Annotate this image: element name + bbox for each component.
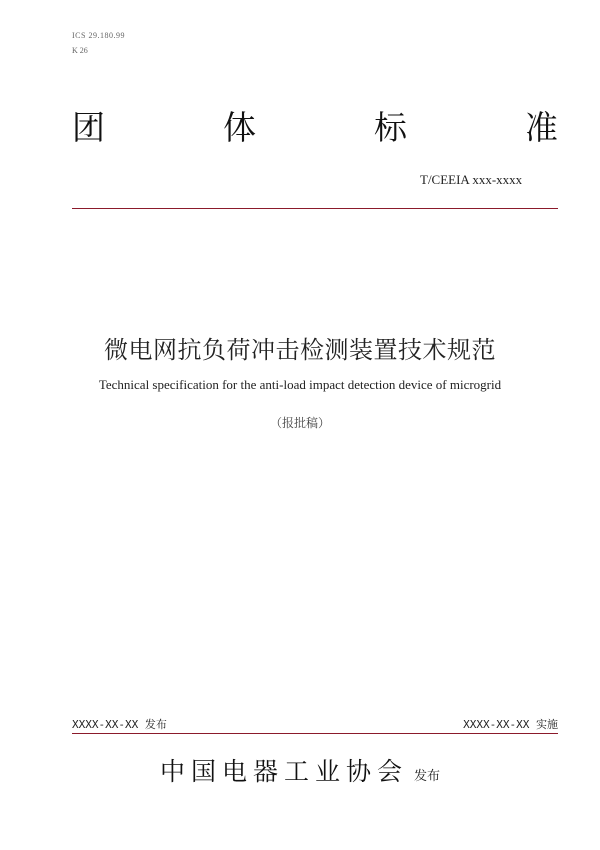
draft-stage: （报批稿）: [269, 416, 330, 430]
english-title: Technical specification for the anti-load impact detection device of microgrid: [98, 377, 502, 392]
document-type-heading: [72, 104, 558, 150]
issuer-name: 中国电器工业协会: [159, 757, 408, 786]
heading-char: 标: [374, 107, 407, 147]
heading-char: 体: [223, 107, 256, 147]
top-divider: [72, 208, 558, 209]
chinese-title: 微电网抗负荷冲击检测装置技术规范: [104, 336, 496, 364]
standard-code: T/CEEIA xxx-xxxx: [420, 172, 523, 187]
publish-date: XXXX-XX-XX 发布: [72, 718, 167, 731]
implementation-date: XXXX-XX-XX 实施: [463, 718, 558, 731]
ccs-code: K 26: [72, 46, 88, 55]
issuer-suffix: 发布: [414, 769, 441, 784]
heading-char: 团: [72, 107, 105, 147]
ics-code: ICS 29.180.99: [72, 31, 125, 40]
heading-char: 准: [525, 107, 558, 147]
bottom-divider: [72, 733, 558, 734]
issuer-line: [0, 752, 600, 788]
